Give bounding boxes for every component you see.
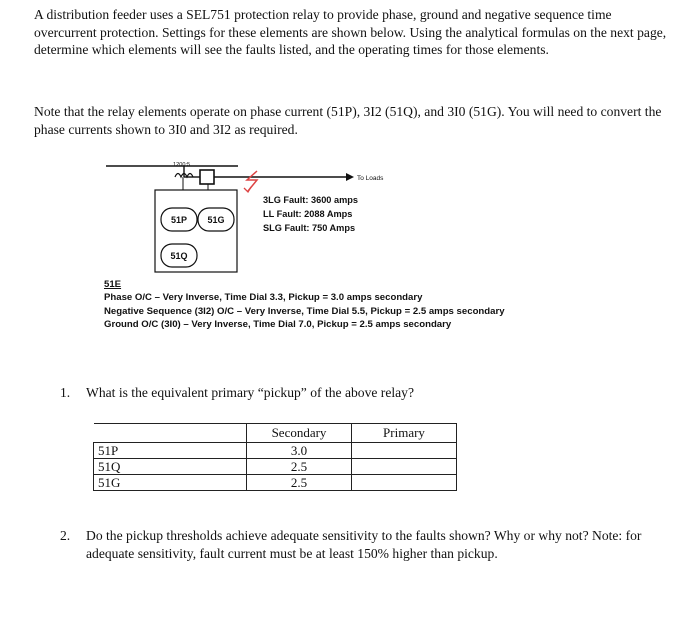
setting-negative-sequence: Negative Sequence (3I2) O/C – Very Inverse, Time Dial 5.5, Pickup = 2.5 amps secondary bbox=[104, 305, 505, 317]
header-secondary: Secondary bbox=[247, 424, 352, 443]
table-row bbox=[94, 459, 457, 475]
fault-lightning-icon bbox=[247, 171, 257, 191]
table-row bbox=[94, 475, 457, 491]
row-element: 51G bbox=[94, 475, 247, 491]
pickup-table-header bbox=[94, 424, 457, 443]
relay-element-51q-label: 51Q bbox=[170, 251, 188, 261]
setting-ground: Ground O/C (3I0) – Very Inverse, Time Dial 7.0, Pickup = 2.5 amps secondary bbox=[104, 319, 452, 331]
row-secondary: 3.0 bbox=[247, 443, 352, 459]
fault-ll: LL Fault: 2088 Amps bbox=[263, 209, 353, 219]
fault-3lg: 3LG Fault: 3600 amps bbox=[263, 195, 358, 205]
setting-phase: Phase O/C – Very Inverse, Time Dial 3.3, Pickup = 3.0 amps secondary bbox=[104, 292, 423, 304]
breaker-icon bbox=[200, 170, 214, 184]
ct-ratio-label: 1200:5 bbox=[173, 162, 191, 168]
question-1-text: What is the equivalent primary “pickup” of the above relay? bbox=[86, 385, 415, 400]
row-primary-input[interactable] bbox=[352, 475, 457, 491]
question-2-text: Do the pickup thresholds achieve adequate sensitivity to the faults shown? Why or why not? Note: for adequate sensitivity, fault current must be at least 150% higher than pickup. bbox=[86, 528, 642, 561]
to-loads-label: To Loads bbox=[357, 175, 384, 182]
row-primary-input[interactable] bbox=[352, 459, 457, 475]
relay-settings bbox=[104, 278, 505, 332]
fault-slg: SLG Fault: 750 Amps bbox=[263, 223, 356, 233]
fault-arrow-icon bbox=[244, 187, 251, 192]
intro-paragraph-2: Note that the relay elements operate on phase current (51P), 3I2 (51Q), and 3I0 (51G). You will need to convert the phase currents shown to 3I0 and 3I2 as required. bbox=[34, 104, 662, 137]
settings-header: 51E bbox=[104, 279, 122, 290]
arrow-icon bbox=[346, 173, 354, 181]
table-row bbox=[94, 443, 457, 459]
question-2 bbox=[60, 527, 670, 562]
header-primary: Primary bbox=[352, 424, 457, 443]
question-1 bbox=[60, 384, 670, 402]
relay-element-51p-label: 51P bbox=[170, 215, 188, 225]
row-primary-input[interactable] bbox=[352, 443, 457, 459]
relay-element-51g-label: 51G bbox=[207, 215, 225, 225]
row-element: 51P bbox=[94, 443, 247, 459]
intro-paragraph-1: A distribution feeder uses a SEL751 protection relay to provide phase, ground and negative sequence time overcurrent protection. Settings for these elements are shown below. Using the analytical formulas on the next page, determine which elements will see the faults listed, and the operating times for those elements. bbox=[34, 7, 667, 57]
question-1-number: 1. bbox=[60, 385, 71, 400]
row-secondary: 2.5 bbox=[247, 475, 352, 491]
pickup-table bbox=[93, 423, 457, 491]
question-2-number: 2. bbox=[60, 528, 71, 543]
row-secondary: 2.5 bbox=[247, 459, 352, 475]
row-element: 51Q bbox=[94, 459, 247, 475]
